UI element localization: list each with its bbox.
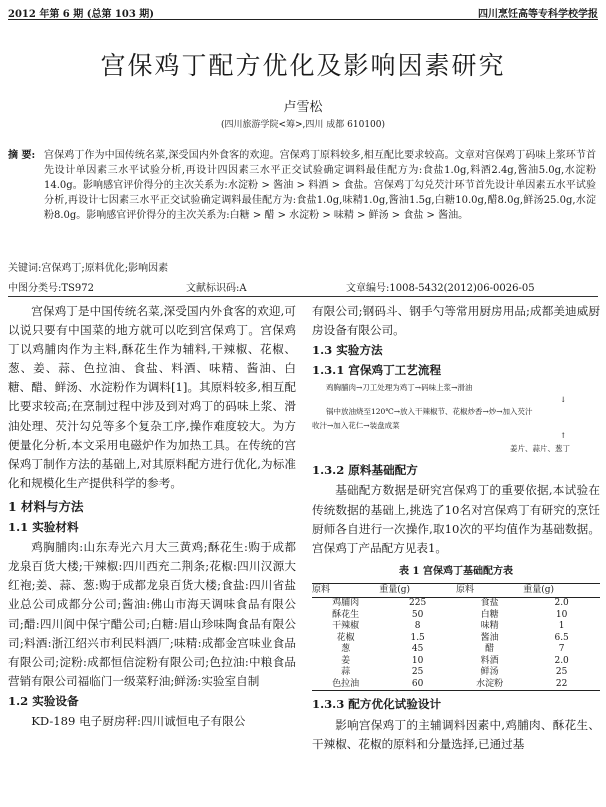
table-cell: 鸡脯肉	[332, 598, 360, 609]
section-heading-1-1: 1.1 实验材料	[8, 520, 79, 535]
table-cell: 25	[555, 667, 568, 678]
table-row	[312, 667, 600, 679]
table-cell: 色拉油	[312, 679, 379, 691]
table-row	[312, 644, 600, 656]
table-cell: 10	[555, 609, 568, 620]
abstract	[8, 148, 596, 223]
table-cell: 2.0	[554, 598, 569, 609]
article-number: 文章编号:1008-5432(2012)06-0026-05	[346, 283, 535, 294]
flow-step-4: 姜片、蒜片、葱丁	[510, 444, 570, 454]
section-heading-1-3: 1.3 实验方法	[312, 343, 383, 358]
flow-step-2: 锅中放油烧至120℃→放入干辣椒节、花椒炒香→炒→加入芡汁	[326, 407, 533, 417]
table-row	[312, 633, 600, 645]
running-header	[0, 0, 606, 22]
document-code: 文献标识码:A	[186, 283, 247, 294]
table-cell: 7	[558, 644, 565, 655]
table-cell: 酱油	[480, 632, 499, 643]
table-row	[312, 621, 600, 633]
table-cell: 水淀粉	[456, 679, 523, 691]
table-cell: 料酒	[480, 655, 499, 666]
abstract-text: 宫保鸡丁作为中国传统名菜,深受国内外食客的欢迎。宫保鸡丁原料较多,相互配比要求较高。文章对宫保鸡丁码味上浆环节首先设计单因素三水平试验分析,再设计四因素三水平正交试验确定调料最佳配方为:食盐1.0g,料酒2.4g,酱油5.0g,水淀粉14.0g。影响感官评价得分的主次关系为:水淀粉 > 酱油 > 料酒 > 食盐。宫保鸡丁勾兑芡汁环节首先设计单因素五水平试验分析,再设计七因素三水平正交试验确定调料最佳配方为:食盐1.0g,味精1.0g,酱油1.5g,白糖10.0g,醋8.0g,鲜汤25.0g,水淀粉8.0g。影响感官评价得分的主次关系为:白糖 > 醋 > 水淀粉 > 味精 > 鲜汤 > 食盐 > 酱油。	[44, 150, 596, 221]
optimization-paragraph: 影响宫保鸡丁的主辅调料因素中,鸡脯肉、酥花生、干辣椒、花椒的原料和分量选择,已通过基	[312, 717, 600, 751]
table-cell: 1	[558, 621, 565, 632]
table-cell: 225	[409, 598, 427, 609]
table-cell: 50	[411, 609, 424, 620]
base-recipe-paragraph: 基础配方数据是研究宫保鸡丁的重要依据,本试验在传统数据的基础上,挑选了10名对宫保鸡丁有研究的烹饪厨师各自进行一次操作,取10次的平均值作为基础数据。宫保鸡丁产品配方见表1。	[312, 483, 600, 555]
section-heading-1: 1 材料与方法	[8, 498, 84, 514]
table-caption: 表 1 宫保鸡丁基础配方表	[399, 565, 513, 577]
journal-name: 四川烹饪高等专科学校学报	[478, 9, 598, 20]
flow-step-3: 收汁→加入花仁→装盘成菜	[312, 421, 400, 431]
clc-number: 中图分类号:TS972	[8, 283, 94, 294]
table-cell: 醋	[485, 644, 495, 655]
table-cell: 干辣椒	[332, 621, 360, 632]
table-cell: 蒜	[341, 667, 351, 678]
table-row	[312, 598, 600, 610]
paper-title: 宫保鸡丁配方优化及影响因素研究	[100, 51, 506, 80]
table-row	[312, 679, 600, 691]
flow-step-1: 鸡胸脯肉→刀工处理为鸡丁→码味上浆→滑油	[326, 383, 473, 393]
left-column	[8, 302, 296, 731]
table-cell: 10	[411, 655, 424, 666]
table-cell: 60	[379, 679, 456, 691]
materials-paragraph: 鸡胸脯肉:山东寿光六月大三黄鸡;酥花生:购于成都龙泉百货大楼;干辣椒:四川西充二荆条;花椒:四川汉源大红袍;姜、蒜、葱:购于成都龙泉百货大楼;食盐:四川省盐业总公司成都分公司;酱油:佛山市海天调味食品有限公司;醋:四川阆中保宁醋公司;白糖:眉山珍味陶食品有限公司;料酒:浙江绍兴市利民料酒厂;味精:成都金宫味业食品有限公司;淀粉:成都恒信淀粉有限公司;色拉油:中粮食品营销有限公司福临门一级菜籽油;鲜汤:实验室自制	[8, 540, 296, 688]
table-header-row	[312, 583, 600, 598]
table-cell: 2.0	[554, 655, 569, 666]
flow-arrow-down: ↓	[560, 395, 567, 405]
column-header: 重量(g)	[523, 583, 600, 598]
affiliation: (四川旅游学院<筹>,四川 成都 610100)	[220, 120, 386, 130]
author: 卢雪松	[283, 100, 323, 115]
table-cell: 食盐	[480, 598, 499, 609]
header-rule	[8, 19, 598, 20]
table-cell: 葱	[341, 644, 351, 655]
table-cell: 酥花生	[332, 609, 360, 620]
table-cell: 姜	[341, 655, 351, 666]
intro-paragraph: 宫保鸡丁是中国传统名菜,深受国内外食客的欢迎,可以说只要有中国菜的地方就可以吃到宫保鸡丁。宫保鸡丁以鸡脯肉作为主料,酥花生作为辅料,干辣椒、花椒、葱、姜、蒜、色拉油、食盐、料酒、味精、酱油、白糖、醋、鲜汤、水淀粉作为调料[1]。其原料较多,相互配比要求较高;在烹制过程中涉及到对鸡丁的码味上浆、滑油处理、芡汁勾兑等多个复杂工序,操作难度较大。为方便量化分析,本文采用电磁炉作为加热工具。在传统的宫保鸡丁制作方法的基础上,对其原料配方进行优化,为标准化和规模化生产提供科学的参考。	[8, 304, 296, 490]
equipment-paragraph: KD-189 电子厨房秤:四川诚恒电子有限公	[31, 713, 246, 728]
column-header: 原料	[456, 583, 523, 598]
section-heading-1-3-3: 1.3.3 配方优化试验设计	[312, 697, 442, 712]
section-heading-1-2: 1.2 实验设备	[8, 693, 79, 708]
process-flow-diagram	[312, 382, 600, 457]
right-column	[312, 302, 600, 754]
table-cell: 鲜汤	[480, 667, 499, 678]
table-cell: 1.5	[410, 632, 425, 643]
column-header: 重量(g)	[379, 583, 456, 598]
abstract-label: 摘 要:	[8, 150, 36, 161]
table-row	[312, 610, 600, 622]
keywords: 关键词:宫保鸡丁;原料优化;影响因素	[8, 263, 169, 274]
table-row	[312, 656, 600, 668]
table-cell: 22	[523, 679, 600, 691]
section-heading-1-3-1: 1.3.1 宫保鸡丁工艺流程	[312, 363, 442, 378]
table-cell: 45	[411, 644, 424, 655]
divider	[8, 296, 598, 297]
table-cell: 白糖	[480, 609, 499, 620]
flow-arrow-up: ↑	[560, 431, 567, 441]
table-cell: 25	[411, 667, 424, 678]
table-cell: 味精	[480, 621, 499, 632]
table-cell: 6.5	[554, 632, 569, 643]
table-cell: 花椒	[336, 632, 355, 643]
table-cell: 8	[414, 621, 421, 632]
recipe-table	[312, 583, 600, 692]
equipment-continued: 有限公司;钢码斗、钢手勺等常用厨房用品;成都美迪威厨房设备有限公司。	[312, 304, 600, 338]
journal-issue: 2012 年第 6 期 (总第 103 期)	[8, 9, 155, 20]
section-heading-1-3-2: 1.3.2 原料基础配方	[312, 463, 418, 478]
column-header: 原料	[312, 583, 379, 598]
